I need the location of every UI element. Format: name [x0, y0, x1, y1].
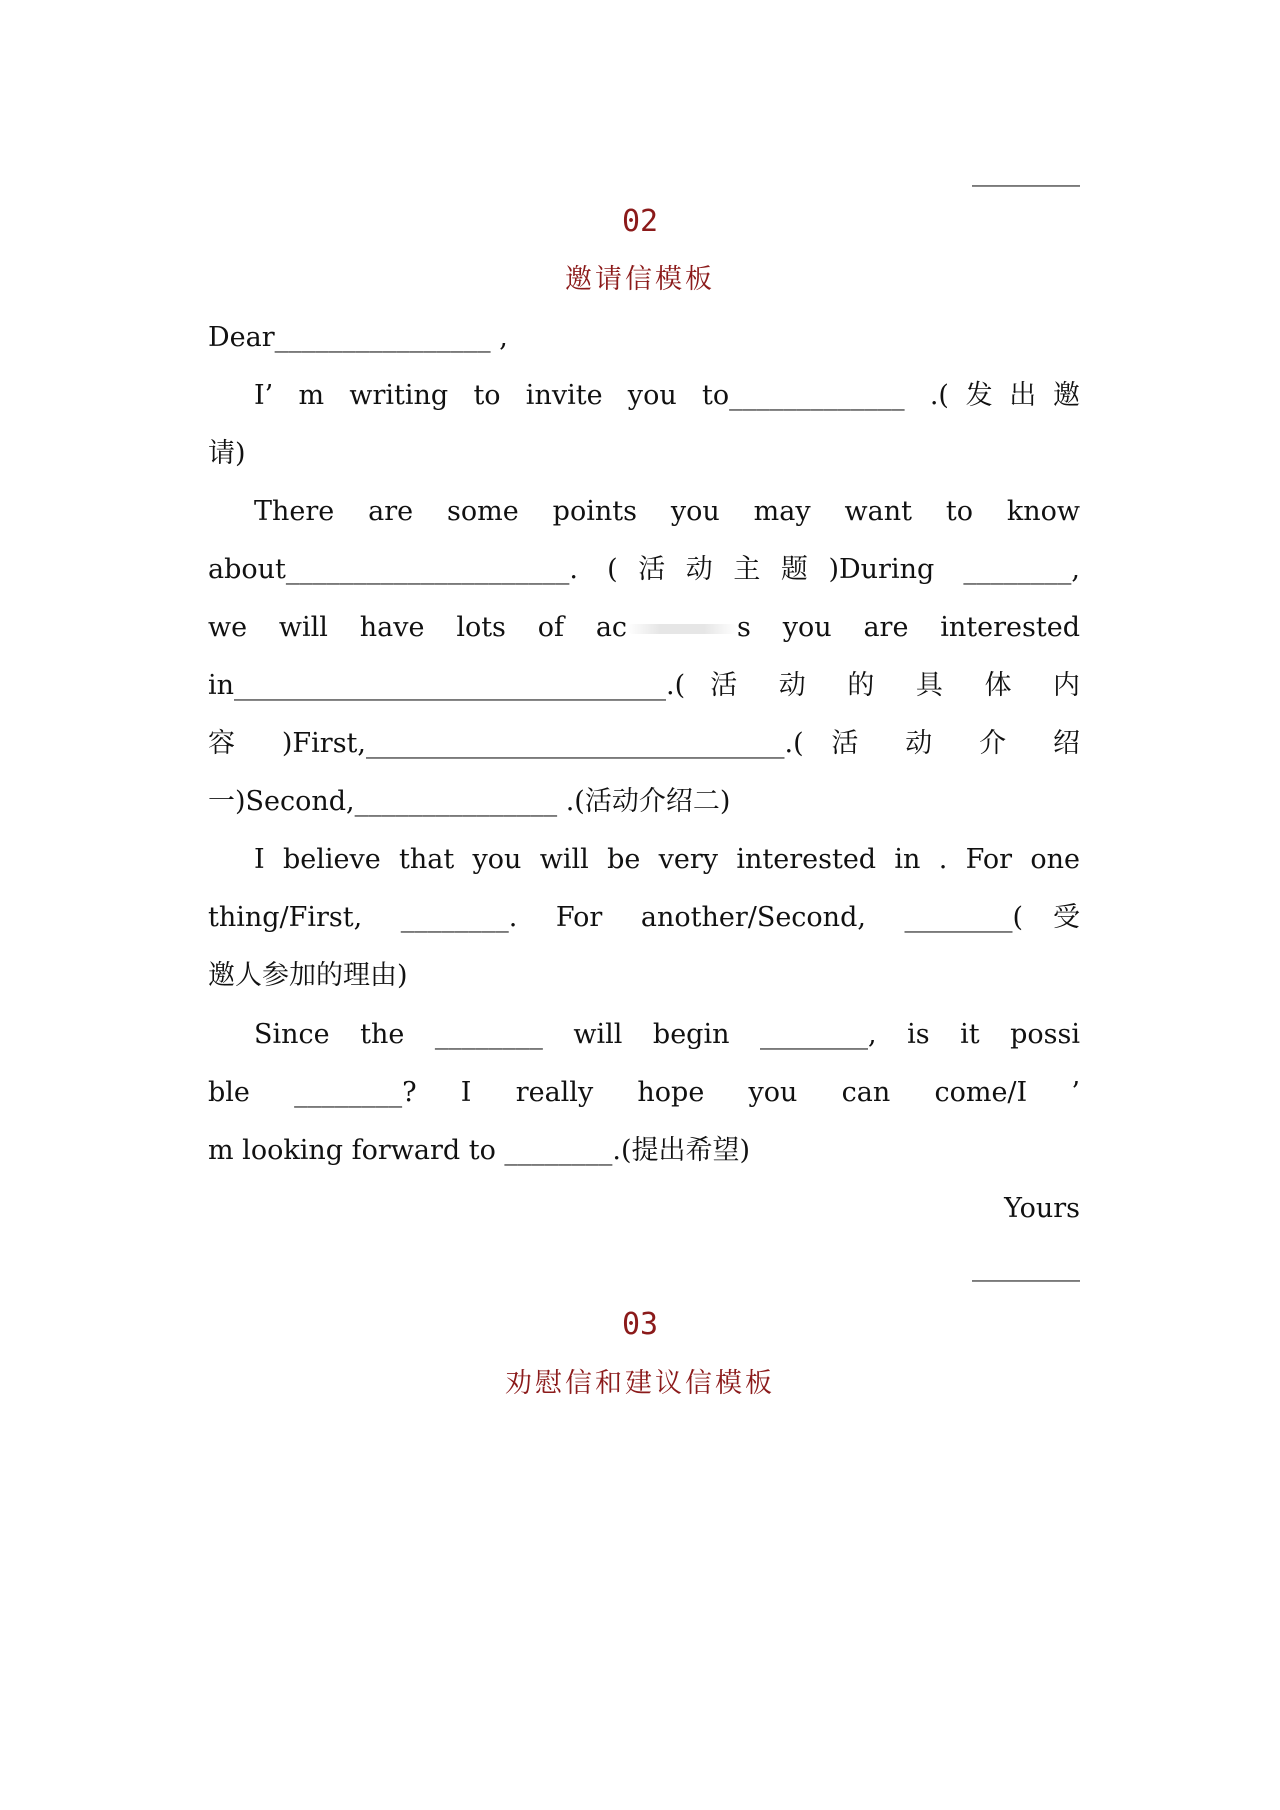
letter-line-06-end: s you are interested [737, 612, 1080, 643]
letter-line-12: 邀人参加的理由) [208, 960, 408, 991]
letter-line-05: about_____________________. (活动主题)During ________, [208, 554, 1080, 585]
letter-line-02: I’ m writing to invite you to_____________ .(发出邀 [254, 380, 1080, 411]
letter-line-14: ble ________? I really hope you can come/I ’ [208, 1077, 1080, 1108]
letter-line-08: 容 )First,_______________________________.( 活 动 介 绍 [208, 728, 1080, 759]
letter-line-09: 一)Second,_______________ .(活动介绍二) [208, 786, 731, 817]
letter-line-03: 请) [208, 438, 246, 469]
letter-line-06-start: we will have lots of ac [208, 612, 628, 643]
signature-blank: ________ [972, 1251, 1080, 1282]
closing-yours: Yours [1004, 1193, 1080, 1224]
salutation-line: Dear________________ , [208, 322, 508, 353]
letter-line-04: There are some points you may want to know [254, 496, 1080, 527]
letter-line-06 [208, 608, 1080, 648]
letter-line-13: Since the ________ will begin ________, is it possi [254, 1019, 1080, 1050]
letter-line-11: thing/First, ________. For another/Second, ________(受 [208, 902, 1080, 933]
section-02-title: 邀请信模板 [565, 264, 715, 295]
blurred-text-mark [627, 624, 737, 634]
section-03-title: 劝慰信和建议信模板 [505, 1368, 775, 1399]
top-signature-blank: ________ [972, 156, 1080, 187]
letter-line-15: m looking forward to ________.(提出希望) [208, 1135, 751, 1166]
section-02-number: 02 [621, 204, 659, 239]
letter-line-07: in________________________________.( 活 动 的 具 体 内 [208, 670, 1080, 701]
section-03-number: 03 [621, 1307, 659, 1342]
letter-line-10: I believe that you will be very interested in . For one [254, 844, 1080, 875]
